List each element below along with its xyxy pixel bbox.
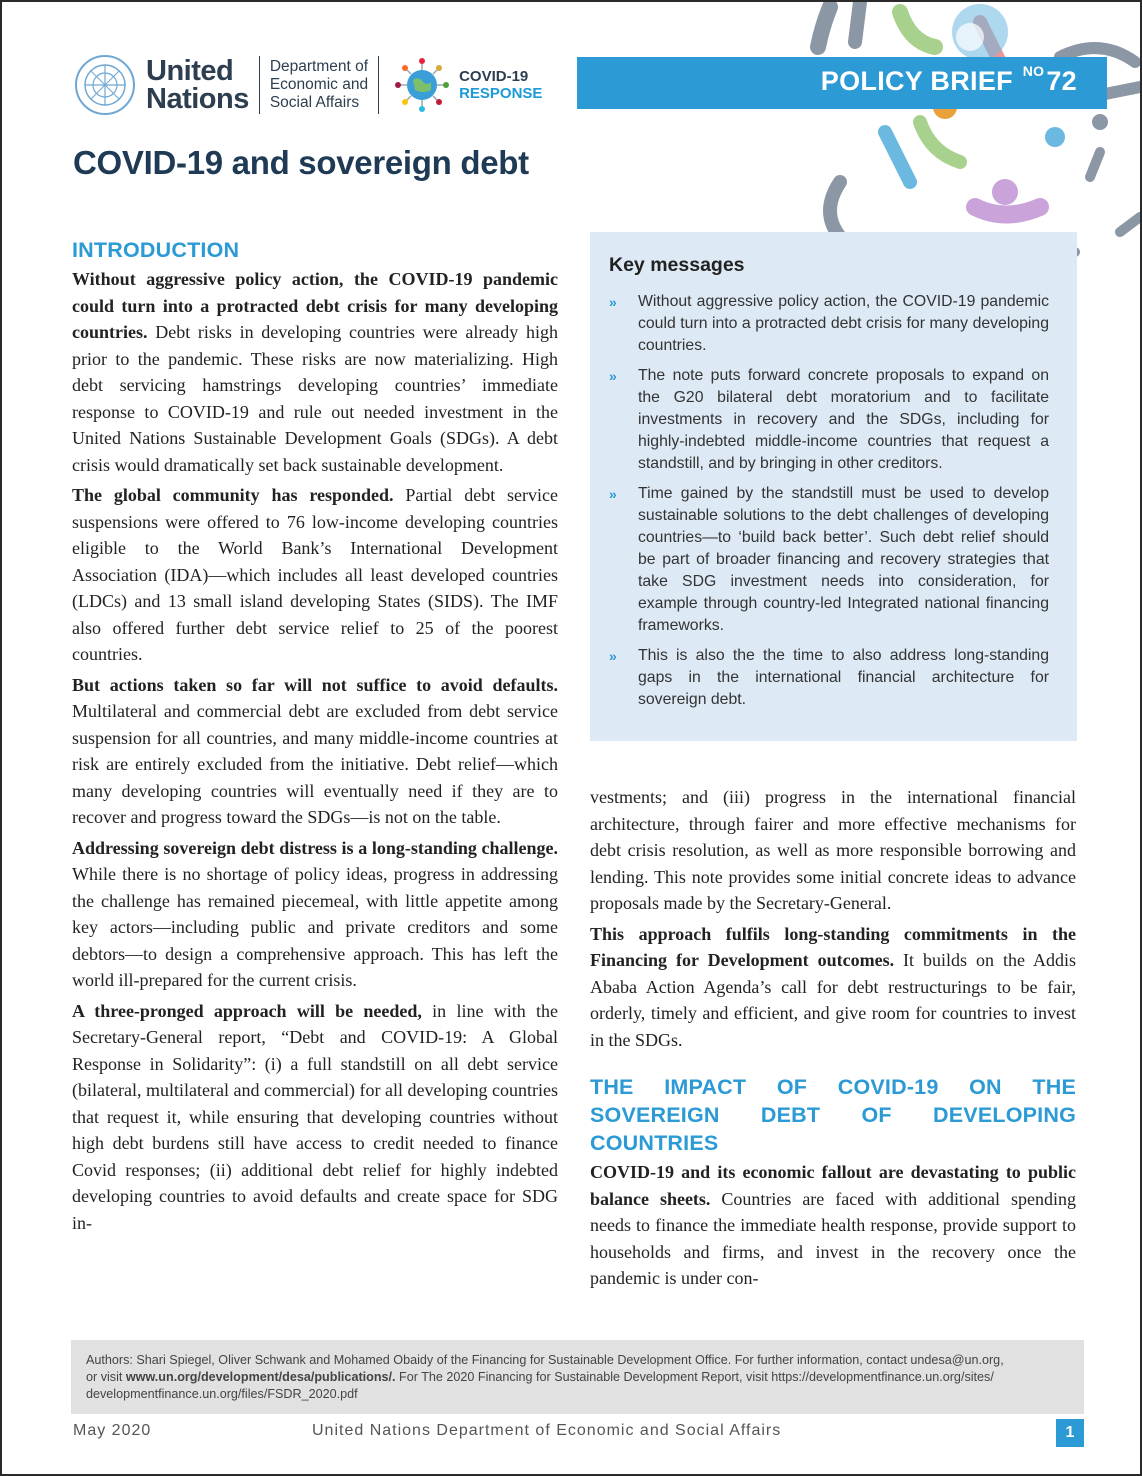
- chevron-bullet-icon: »: [609, 648, 617, 664]
- key-message-text: The note puts forward concrete proposals to expand on the G20 bilateral debt moratorium and to facilitate investments in recovery and the SDGs, including for highly-indebted middle-income countries that request a standstill, and by bringing in other creditors.: [638, 367, 1049, 472]
- intro-paragraph-3: [72, 672, 558, 831]
- covid-line1: COVID-19: [459, 68, 529, 85]
- un-wordmark: [146, 57, 249, 113]
- brief-no-superscript: NO: [1022, 63, 1045, 79]
- policy-brief-label: [820, 63, 1077, 97]
- authors-line-1: Authors: Shari Spiegel, Oliver Schwank and Mohamed Obaidy of the Financing for Sustainable Development Office. For further information, contact undesa@un.org,: [86, 1353, 1004, 1367]
- intro-paragraph-2: [72, 482, 558, 668]
- page-number-badge: 1: [1056, 1419, 1084, 1447]
- paragraph-text: It builds on the Addis Ababa Action Agenda’s call for debt restructurings to be fair, orderly, timely and efficient, and give room for countries to invest in the SDGs.: [590, 950, 1076, 1050]
- key-message-item: [609, 365, 1049, 475]
- publications-link[interactable]: www.un.org/development/desa/publications/.: [125, 1370, 396, 1384]
- authors-text: For The 2020 Financing for Sustainable Development Report, visit https://developmentfinance.un.org/sites/: [395, 1370, 994, 1384]
- paragraph-text: in line with the Secretary-General report, “Debt and COVID-19: A Global Response in Solidarity”: (i) a full standstill on all debt service (bilateral, multilateral and commercial) for all developing countries that request it, while ensuring that developing countries without high debt burdens still have access to credit needed to finance Covid responses; (ii) additional debt relief for highly indebted developing countries to avoid defaults and create space for SDG in-: [72, 1000, 558, 1233]
- paragraph-text: Partial debt service suspensions were offered to 76 low-income developing countries eligible to the World Bank’s International Development Association (IDA)—which includes all least developed countries (LDCs) and 13 small island developing States (SIDS). The IMF also offered further debt service relief to 25 of the poorest countries.: [72, 485, 559, 664]
- authors-line-2: [86, 1369, 1069, 1386]
- key-messages-title: Key messages: [609, 254, 745, 276]
- covid-response-wordmark: [459, 68, 542, 102]
- key-message-text: Time gained by the standstill must be used to develop sustainable solutions to the debt challenges of developing countries—to ‘build back better’. Such debt relief should be part of broader financing and recovery strategies that take SDG investment needs into consideration, for example through country-led Integrated national financing frameworks.: [638, 485, 1049, 634]
- key-message-item: [609, 483, 1049, 637]
- chevron-bullet-icon: »: [609, 368, 617, 384]
- right-column: [590, 784, 1076, 1296]
- lead-sentence: This approach fulfils long-standing commitments in the Financing for Development outcomes.: [590, 923, 1076, 970]
- policy-brief-banner: [577, 57, 1107, 109]
- intro-paragraph-4: [72, 835, 558, 994]
- section-heading-impact: THE IMPACT OF COVID-19 ON THE SOVEREIGN DEBT OF DEVELOPING COUNTRIES: [590, 1075, 1076, 1155]
- paragraph-text: Debt risks in developing countries were already high prior to the pandemic. These risks are now materializing. High debt servicing hamstrings developing countries’ immediate response to COVID-19 and rule out needed investment in the United Nations Sustainable Development Goals (SDGs). A debt crisis would dramatically set back sustainable development.: [72, 322, 558, 475]
- paragraph-text: Countries are faced with additional spending needs to finance the immediate health response, provide support to households and firms, and invest in the recovery once the pandemic is under con-: [590, 1188, 1076, 1288]
- desa-line1: Department of: [269, 58, 369, 75]
- intro-paragraph-5: [72, 998, 558, 1237]
- header-logos: [74, 54, 542, 116]
- key-messages-box: [590, 232, 1077, 741]
- lead-sentence: Addressing sovereign debt distress is a long-standing challenge.: [72, 837, 558, 858]
- logo-divider: [378, 56, 379, 114]
- key-message-text: This is also the the time to also address long-standing gaps in the international financial architecture for sovereign debt.: [638, 647, 1049, 708]
- intro-paragraph-1: [72, 266, 558, 478]
- lead-sentence: A three-pronged approach will be needed,: [72, 1000, 422, 1021]
- paragraph-text: vestments; and (iii) progress in the international financial architecture, through fairer and more effective mechanisms for debt crisis resolution, as well as more responsible borrowing and lending. This note provides some initial concrete ideas to advance proposals made by the Secretary-General.: [590, 787, 1076, 913]
- left-column: [72, 236, 558, 1240]
- authors-note: [71, 1340, 1084, 1414]
- desa-line2: Economic and: [269, 76, 369, 93]
- lead-sentence: COVID-19 and its economic fallout are devastating to public balance sheets.: [590, 1162, 1076, 1209]
- chevron-bullet-icon: »: [609, 294, 617, 310]
- covid-response-globe-icon: [393, 56, 451, 114]
- brief-label-text: POLICY BRIEF: [820, 66, 1013, 96]
- lead-sentence: Without aggressive policy action, the COVID-19 pandemic could turn into a protracted debt crisis for many developing countries.: [72, 269, 558, 342]
- authors-text: or visit: [86, 1370, 126, 1384]
- lead-sentence: But actions taken so far will not suffice to avoid defaults.: [72, 674, 558, 695]
- key-message-item: [609, 291, 1049, 357]
- un-word-line1: United: [146, 55, 234, 87]
- un-emblem-icon: [74, 54, 136, 116]
- desa-line3: Social Affairs: [269, 94, 360, 111]
- logo-divider: [259, 56, 260, 114]
- right-paragraph-3: [590, 1159, 1076, 1292]
- lead-sentence: The global community has responded.: [72, 485, 394, 505]
- page-title: COVID-19 and sovereign debt: [73, 144, 529, 181]
- chevron-bullet-icon: »: [609, 486, 617, 502]
- authors-line-3: developmentfinance.un.org/files/FSDR_2020.pdf: [86, 1387, 358, 1401]
- covid-line2: RESPONSE: [459, 85, 543, 102]
- brief-number: 72: [1046, 66, 1077, 96]
- key-message-item: [609, 645, 1049, 711]
- right-paragraph-2: [590, 921, 1076, 1054]
- section-heading-introduction: INTRODUCTION: [72, 238, 240, 262]
- key-message-text: Without aggressive policy action, the COVID-19 pandemic could turn into a protracted debt crisis for many developing countries.: [638, 293, 1049, 354]
- paragraph-text: While there is no shortage of policy ideas, progress in addressing the challenge has remained piecemeal, with little appetite among key actors—including public and private creditors and some debtors—to design a comprehensive approach. This has left the world ill-prepared for the current crisis.: [72, 864, 558, 990]
- footer-organization: United Nations Department of Economic and Social Affairs: [312, 1422, 782, 1439]
- desa-wordmark: [270, 58, 368, 112]
- un-word-line2: Nations: [146, 83, 249, 115]
- paragraph-text: Multilateral and commercial debt are excluded from debt service suspension for all countries, and many middle-income countries at risk are entirely excluded from the initiative. Debt relief—which many developing countries will eventually need if they are to recover and progress toward the SDGs—is not on the table.: [72, 701, 558, 827]
- footer-date: May 2020: [73, 1422, 152, 1439]
- right-paragraph-1: [590, 784, 1076, 917]
